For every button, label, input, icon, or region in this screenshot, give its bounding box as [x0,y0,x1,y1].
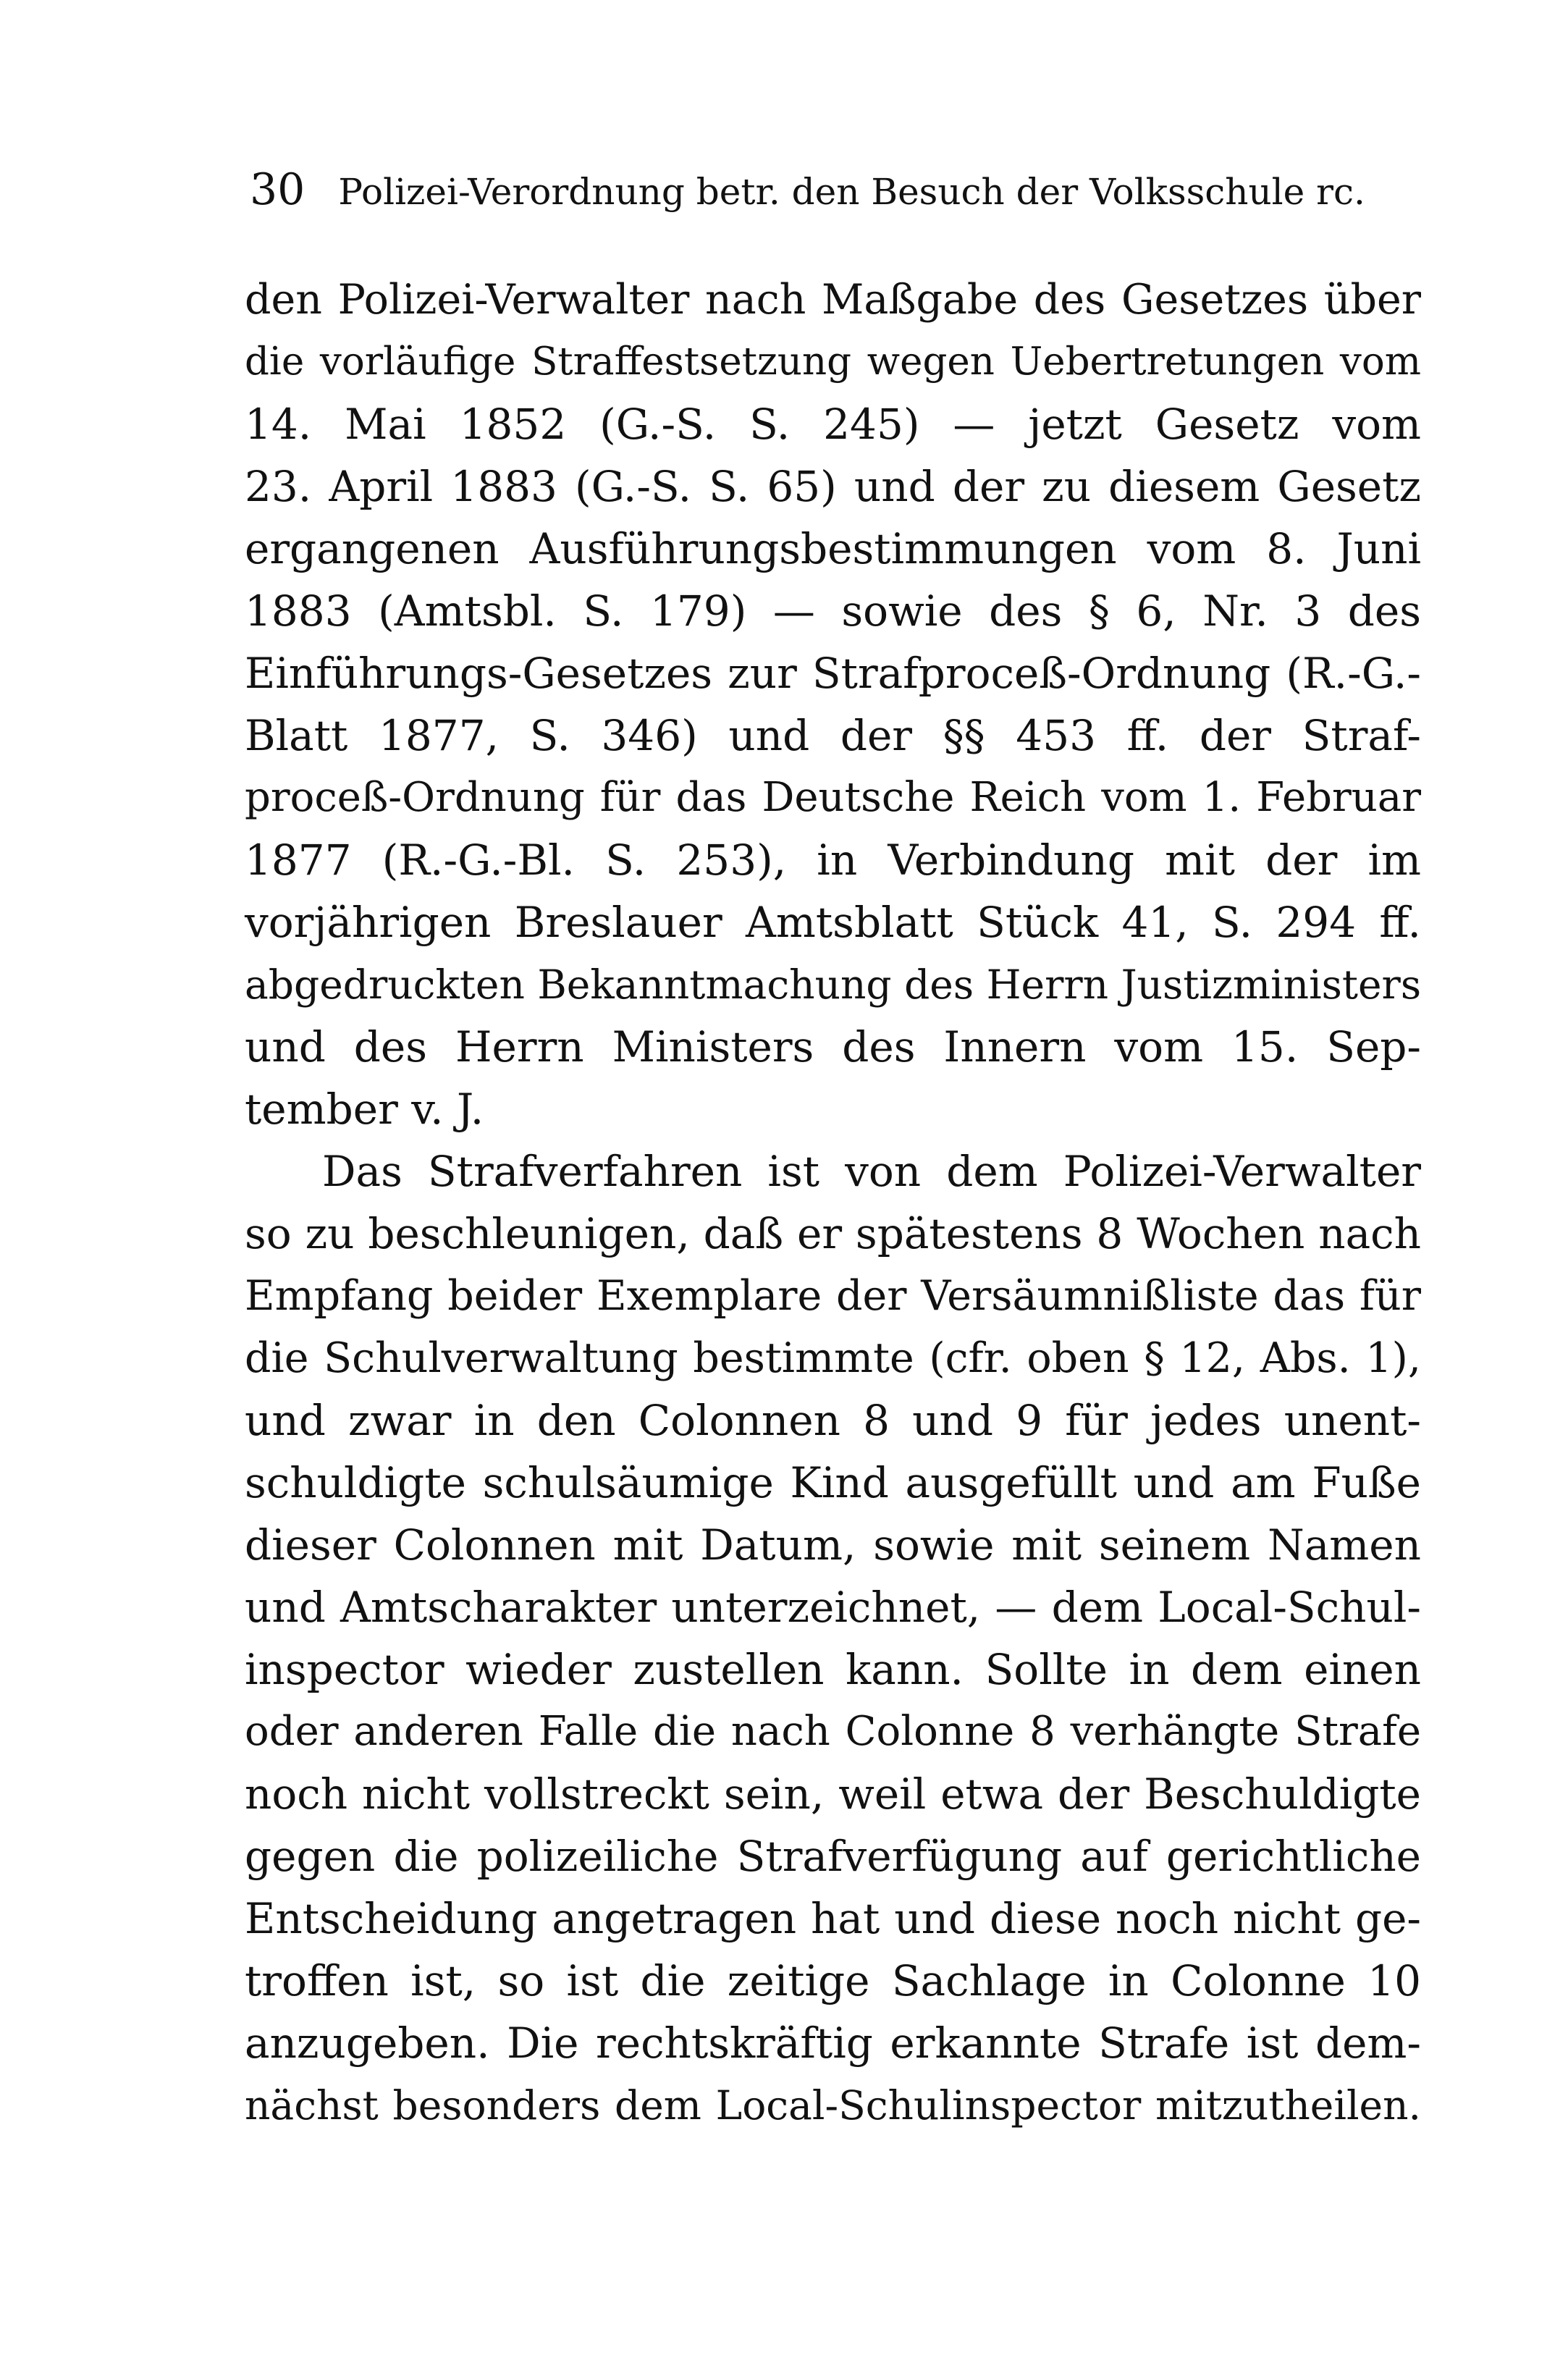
text-line: dieser Colonnen mit Datum, sowie mit seinem Namen [245,1520,1421,1570]
text-line: gegen die polizeiliche Strafverfügung auf gerichtliche [245,1832,1421,1881]
text-line: schuldigte schulsäumige Kind ausgefüllt und am Fuße [245,1458,1421,1507]
text-line: den Polizei-Verwalter nach Maßgabe des Gesetzes über [245,276,1421,324]
text-line: und des Herrn Ministers des Innern vom 15. Sep- [245,1022,1421,1072]
text-line: tember v. J. [245,1085,484,1134]
page-header [250,161,1379,219]
text-line: 23. April 1883 (G.-S. S. 65) und der zu diesem Gesetz [245,462,1421,511]
text-line: die vorläufige Straffestsetzung wegen Uebertretungen vom [245,340,1421,384]
text-line: Blatt 1877, S. 346) und der §§ 453 ff. der Straf- [245,711,1421,760]
text-line: und Amtscharakter unterzeichnet, — dem Local-Schul- [245,1583,1421,1632]
text-line: abgedruckten Bekanntmachung des Herrn Justizministers [245,961,1422,1008]
running-title: Polizei-Verordnung betr. den Besuch der Volksschule rc. [338,171,1365,213]
text-line: proceß-Ordnung für das Deutsche Reich vom 1. Februar [245,774,1421,821]
text-line: troffen ist, so ist die zeitige Sachlage in Colonne 10 [245,1956,1421,2005]
text-line: Empfang beider Exemplare der Versäumnißliste das für [245,1272,1421,1320]
page-number: 30 [250,164,305,215]
text-line: so zu beschleunigen, daß er spätestens 8 Wochen nach [245,1209,1421,1258]
text-line: und zwar in den Colonnen 8 und 9 für jedes unent- [245,1396,1421,1445]
text-line: vorjährigen Breslauer Amtsblatt Stück 41, S. 294 ff. [245,898,1421,947]
text-line: 14. Mai 1852 (G.-S. S. 245) — jetzt Gesetz vom [245,400,1421,449]
text-line: Das Strafverfahren ist von dem Polizei-Verwalter [322,1147,1421,1196]
text-line: Einführungs-Gesetzes zur Strafproceß-Ordnung (R.-G.- [245,649,1421,698]
text-line: nächst besonders dem Local-Schulinspector mitzutheilen. [245,2082,1421,2129]
text-line: ergangenen Ausführungsbestimmungen vom 8. Juni [245,524,1421,573]
text-line: inspector wieder zustellen kann. Sollte in dem einen [245,1645,1421,1694]
text-line: Entscheidung angetragen hat und diese noch nicht ge- [245,1894,1421,1943]
text-line: oder anderen Falle die nach Colonne 8 verhängte Strafe [245,1708,1421,1755]
text-line: die Schulverwaltung bestimmte (cfr. oben § 12, Abs. 1), [245,1334,1421,1382]
text-line: 1883 (Amtsbl. S. 179) — sowie des § 6, Nr. 3 des [245,586,1421,636]
text-line: 1877 (R.-G.-Bl. S. 253), in Verbindung mit der im [245,835,1421,885]
text-line: anzugeben. Die rechtskräftig erkannte Strafe ist dem- [245,2019,1421,2068]
text-line: noch nicht vollstreckt sein, weil etwa der Beschuldigte [245,1769,1421,1819]
